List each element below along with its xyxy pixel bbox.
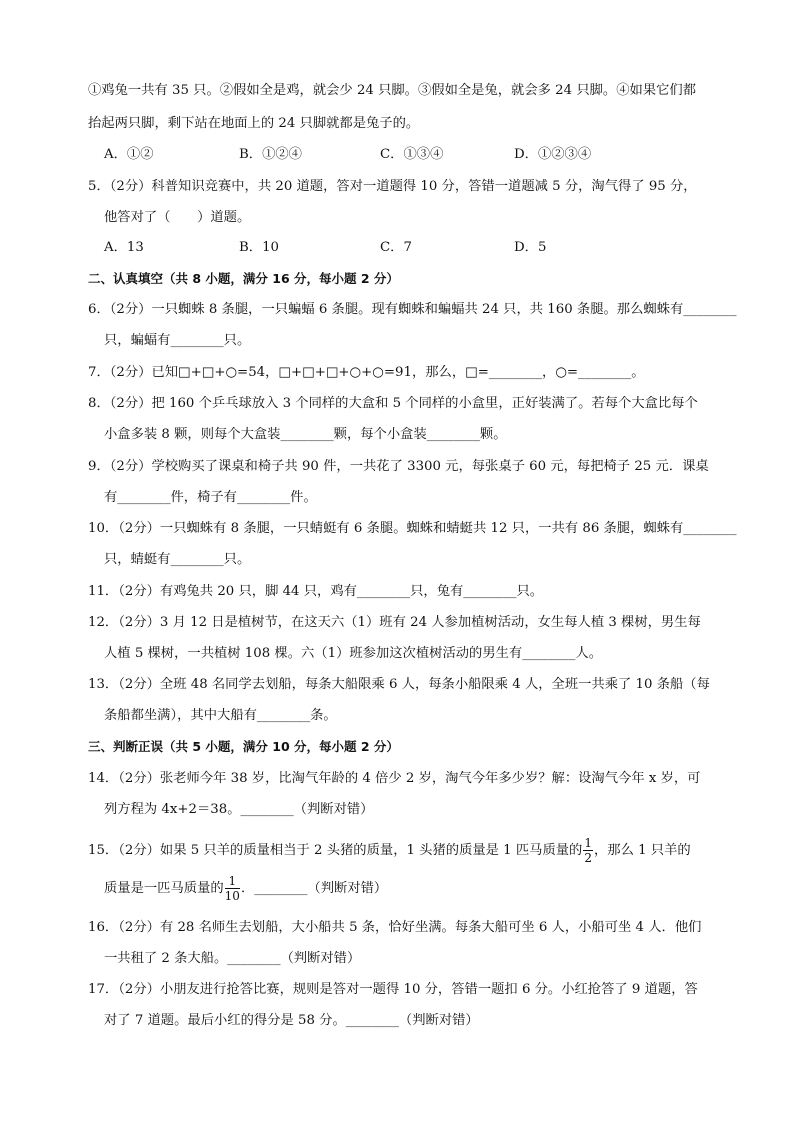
q9-line-2: 有________件，椅子有________件。 xyxy=(104,490,317,505)
section-3-heading: 三、判断正误（共 5 小题，满分 10 分，每小题 2 分） xyxy=(88,739,399,754)
q10-line-1: 10．（2分）一只蜘蛛有 8 条腿，一只蜻蜓有 6 条腿。蜘蛛和蜻蜓共 12 只，一共有 86 条腿，蜘蛛有________ xyxy=(88,521,737,536)
q14-line-1: 14．（2分）张老师今年 38 岁，比淘气年龄的 4 倍少 2 岁，淘气今年多少岁？解：设淘气今年 x 岁，可 xyxy=(88,771,701,786)
fraction-one-half xyxy=(583,837,593,864)
q13-line-2: 条船都坐满），其中大船有________条。 xyxy=(104,708,337,723)
q13-line-1: 13．（2分）全班 48 名同学去划船，每条大船限乘 6 人，每条小船限乘 4 人，全班一共乘了 10 条船（每 xyxy=(88,677,710,692)
q5-option-d: D．5 xyxy=(514,240,547,255)
q16-line-1: 16．（2分）有 28 名师生去划船，大小船共 5 条，恰好坐满。每条大船可坐 6 人，小船可坐 4 人．他们 xyxy=(88,920,702,935)
q11-line: 11．（2分）有鸡兔共 20 只，脚 44 只，鸡有________只，兔有________只。 xyxy=(88,584,544,599)
q17-line-1: 17．（2分）小朋友进行抢答比赛，规则是答对一题得 10 分，答错一题扣 6 分。小红抢答了 9 道题，答 xyxy=(88,982,698,997)
q4-statement-line-1: ①鸡兔一共有 35 只。②假如全是鸡，就会少 24 只脚。③假如全是兔，就会多 24 只脚。④如果它们都 xyxy=(88,83,696,98)
q8-line-1: 8．（2分）把 160 个乒乓球放入 3 个同样的大盒和 5 个同样的小盒里，正好装满了。若每个大盒比每个 xyxy=(88,396,698,411)
q15-line-1-tail: ，那么 1 只羊的 xyxy=(594,843,691,858)
q5-option-a: A．13 xyxy=(104,240,144,255)
q4-option-b: B．①②④ xyxy=(239,147,302,162)
q4-option-c: C．①③④ xyxy=(380,147,444,162)
q5-option-c: C．7 xyxy=(380,240,412,255)
q15-line-1-text: 15．（2分）如果 5 只羊的质量相当于 2 头猪的质量，1 头猪的质量是 1 匹马质量的 xyxy=(88,843,583,858)
fraction-numerator: 1 xyxy=(225,875,240,889)
q9-line-1: 9．（2分）学校购买了课桌和椅子共 90 件，一共花了 3300 元，每张桌子 60 元，每把椅子 25 元．课桌 xyxy=(88,459,709,474)
q12-line-1: 12．（2分）3 月 12 日是植树节，在这天六（1）班有 24 人参加植树活动，女生每人植 3 棵树，男生每 xyxy=(88,615,701,630)
q5-line-1: 5．（2分）科普知识竞赛中，共 20 道题，答对一道题得 10 分，答错一道题减 5 分，淘气得了 95 分， xyxy=(88,179,697,194)
q16-line-2: 一共租了 2 条大船。________（判断对错） xyxy=(104,951,361,966)
q15-line-2-tail: ．________（判断对错） xyxy=(240,881,388,896)
fraction-denominator: 10 xyxy=(224,889,240,903)
q6-line-2: 只，蝙蝠有________只。 xyxy=(104,333,251,348)
fraction-denominator: 2 xyxy=(584,851,592,865)
section-2-heading: 二、认真填空（共 8 小题，满分 16 分，每小题 2 分） xyxy=(88,271,399,286)
q5-line-2: 他答对了（ ）道题。 xyxy=(104,210,251,225)
q4-option-a: A．①② xyxy=(104,147,154,162)
q4-option-d: D．①②③④ xyxy=(514,147,592,162)
q4-statement-line-2: 抬起两只脚，剩下站在地面上的 24 只脚就都是兔子的。 xyxy=(88,116,420,131)
q12-line-2: 人植 5 棵树，一共植树 108 棵。六（1）班参加这次植树活动的男生有________人。 xyxy=(104,646,603,661)
q8-line-2: 小盒多装 8 颗，则每个大盒装________颗，每个小盒装________颗。 xyxy=(104,427,507,442)
q15-line-2-text: 质量是一匹马质量的 xyxy=(104,881,224,896)
fraction-numerator: 1 xyxy=(584,836,592,850)
q14-line-2: 列方程为 4x+2＝38。________（判断对错） xyxy=(104,802,374,817)
q17-line-2: 对了 7 道题。最后小红的得分是 58 分。________（判断对错） xyxy=(104,1013,479,1028)
fraction-one-tenth xyxy=(225,875,240,902)
q7-line: 7．（2分）已知□+□+○=54，□+□+□+○+○=91，那么，□=________，○=________。 xyxy=(88,365,645,380)
q5-option-b: B．10 xyxy=(239,240,279,255)
q15-line-2 xyxy=(104,872,387,906)
q10-line-2: 只，蜻蜓有________只。 xyxy=(104,552,251,567)
q6-line-1: 6．（2分）一只蜘蛛 8 条腿，一只蝙蝠 6 条腿。现有蜘蛛和蝙蝠共 24 只，共 160 条腿。那么蜘蛛有________ xyxy=(88,302,737,317)
q15-line-1 xyxy=(88,834,691,868)
